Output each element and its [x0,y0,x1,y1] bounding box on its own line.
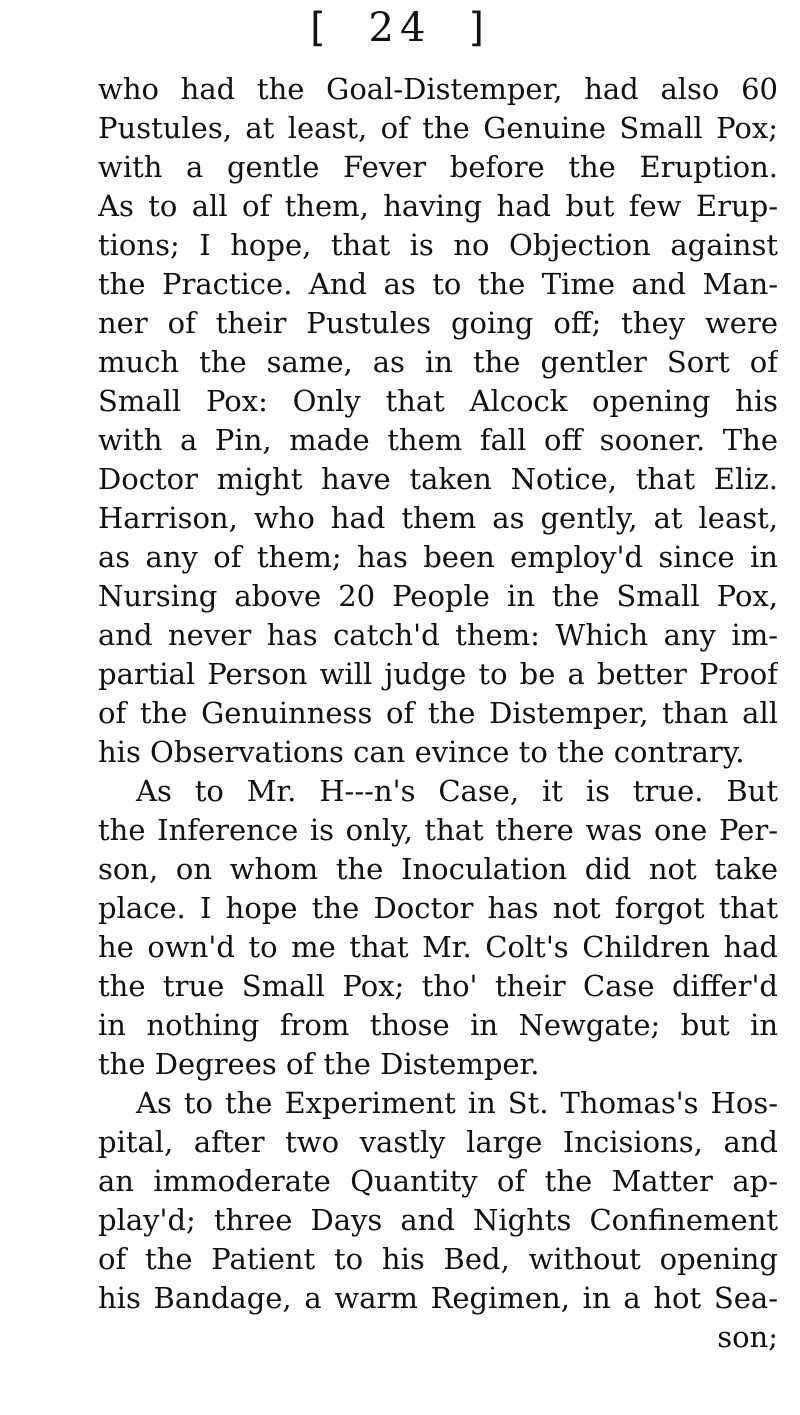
text-line: his Bandage, a warm Regimen, in a hot Sea- [98,1281,778,1315]
text-line: of the Patient to his Bed, without opening [98,1242,778,1276]
page-number: 24 [368,5,432,51]
text-line: he own'd to me that Mr. Colt's Children had [98,930,778,964]
text-line: with a Pin, made them fall off sooner. The [98,423,778,457]
bracket-close: ] [465,5,496,51]
page-header [0,5,800,51]
text-line: who had the Goal-Distemper, had also 60 [98,72,778,106]
text-line: an immoderate Quantity of the Matter ap- [98,1164,778,1198]
text-line: Harrison, who had them as gently, at least, [98,501,778,535]
text-line: and never has catch'd them: Which any im- [98,618,778,652]
catchword: son; [717,1320,778,1354]
bracket-open: [ [304,5,335,51]
text-line: the Inference is only, that there was one Per- [98,813,778,847]
text-line: the true Small Pox; tho' their Case differ'd [98,969,778,1003]
text-line: with a gentle Fever before the Eruption. [98,150,778,184]
paragraph-first-line: As to Mr. H---n's Case, it is true. But [136,774,778,808]
text-line: in nothing from those in Newgate; but in [98,1008,778,1042]
text-line: son, on whom the Inoculation did not take [98,852,778,886]
text-line: Nursing above 20 People in the Small Pox, [98,579,778,613]
text-line: of the Genuinness of the Distemper, than all [98,696,778,730]
text-line: the Practice. And as to the Time and Man- [98,267,778,301]
text-line: his Observations can evince to the contrary. [98,735,745,769]
text-line: place. I hope the Doctor has not forgot that [98,891,778,925]
text-line: the Degrees of the Distemper. [98,1047,540,1081]
text-line: ner of their Pustules going off; they were [98,306,778,340]
text-line: As to all of them, having had but few Erup- [98,189,778,223]
text-line: pital, after two vastly large Incisions, and [98,1125,778,1159]
text-line: partial Person will judge to be a better Proof [98,657,778,691]
text-line: Small Pox: Only that Alcock opening his [98,384,778,418]
text-line: as any of them; has been employ'd since in [98,540,778,574]
body-text [98,70,778,1357]
paragraph-first-line: As to the Experiment in St. Thomas's Hos- [136,1086,778,1120]
text-line: play'd; three Days and Nights Confinement [98,1203,778,1237]
text-line: tions; I hope, that is no Objection against [98,228,778,262]
text-line: much the same, as in the gentler Sort of [98,345,778,379]
text-line: Doctor might have taken Notice, that Eliz. [98,462,778,496]
text-line: Pustules, at least, of the Genuine Small Pox; [98,111,778,145]
